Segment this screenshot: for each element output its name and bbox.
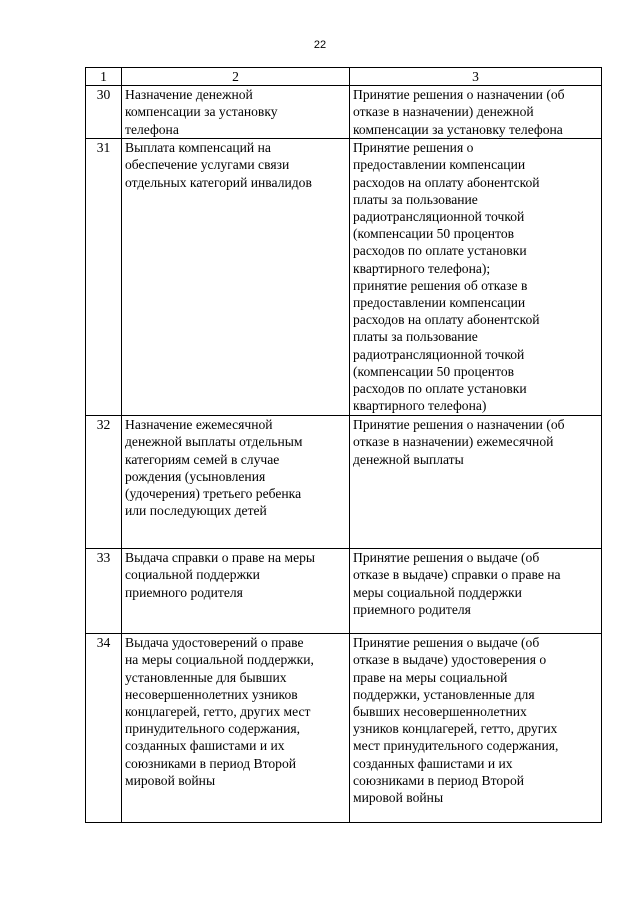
text-line: Принятие решения о выдаче (об: [353, 550, 540, 566]
service-result-cell: [350, 139, 602, 416]
header-cell-2: 2: [122, 68, 350, 86]
text-line: на меры социальной поддержки,: [125, 652, 314, 668]
row-number: 31: [86, 139, 122, 416]
text-line: праве на меры социальной: [353, 669, 508, 685]
text-line: Выдача справки о праве на меры: [125, 550, 316, 566]
row-number: 34: [86, 634, 122, 823]
text-line: или последующих детей: [125, 503, 267, 519]
text-line: телефона: [125, 121, 179, 137]
text-line: узников концлагерей, гетто, других: [353, 721, 558, 737]
text-line: квартирного телефона): [353, 398, 487, 414]
service-name-cell: [122, 416, 350, 549]
service-result-cell: [350, 416, 602, 549]
row-number: 30: [86, 86, 122, 139]
table-row: [86, 416, 602, 549]
table-header-row: [86, 68, 602, 86]
header-cell-3: 3: [350, 68, 602, 86]
text-line: денежной выплаты: [353, 451, 464, 467]
table-row: [86, 86, 602, 139]
text-line: отказе в выдаче) удостоверения о: [353, 652, 547, 668]
text-line: Назначение денежной: [125, 87, 253, 103]
text-line: (компенсации 50 процентов: [353, 226, 515, 242]
text-line: предоставлении компенсации: [353, 157, 526, 173]
row-number: 32: [86, 416, 122, 549]
text-line: мировой войны: [125, 772, 216, 788]
service-result-cell: [350, 86, 602, 139]
text-line: расходов по оплате установки: [353, 381, 527, 397]
text-line: созданных фашистами и их: [353, 755, 513, 771]
text-line: компенсации за установку телефона: [353, 121, 563, 137]
text-line: созданных фашистами и их: [125, 738, 285, 754]
text-line: Назначение ежемесячной: [125, 417, 273, 433]
table-row: [86, 549, 602, 634]
text-line: денежной выплаты отдельным: [125, 434, 303, 450]
text-line: Выплата компенсаций на: [125, 140, 271, 156]
text-line: радиотрансляционной точкой: [353, 209, 525, 225]
service-name-cell: [122, 634, 350, 823]
text-line: предоставлении компенсации: [353, 295, 526, 311]
text-line: отказе в назначении) денежной: [353, 104, 534, 120]
service-name-cell: [122, 86, 350, 139]
text-line: компенсации за установку: [125, 104, 278, 120]
text-line: союзниками в период Второй: [353, 772, 525, 788]
text-line: Принятие решения о: [353, 140, 474, 156]
text-line: платы за пользование: [353, 191, 478, 207]
text-line: Принятие решения о назначении (об: [353, 87, 565, 103]
text-line: радиотрансляционной точкой: [353, 346, 525, 362]
text-line: расходов на оплату абонентской: [353, 174, 540, 190]
text-line: меры социальной поддержки: [353, 584, 522, 600]
text-line: концлагерей, гетто, других мест: [125, 704, 311, 720]
text-line: квартирного телефона);: [353, 260, 491, 276]
text-line: (удочерения) третьего ребенка: [125, 486, 302, 502]
text-line: расходов на оплату абонентской: [353, 312, 540, 328]
text-line: отдельных категорий инвалидов: [125, 174, 312, 190]
text-line: принудительного содержания,: [125, 721, 301, 737]
service-result-cell: [350, 549, 602, 634]
text-line: Выдача удостоверений о праве: [125, 635, 304, 651]
text-line: Принятие решения о назначении (об: [353, 417, 565, 433]
services-table: [85, 67, 602, 823]
header-cell-1: 1: [86, 68, 122, 86]
text-line: бывших несовершеннолетних: [353, 704, 527, 720]
text-line: отказе в выдаче) справки о праве на: [353, 567, 561, 583]
text-line: союзниками в период Второй: [125, 755, 297, 771]
page-number: 22: [313, 39, 327, 51]
text-line: рождения (усыновления: [125, 468, 266, 484]
text-line: мировой войны: [353, 790, 444, 806]
text-line: социальной поддержки: [125, 567, 260, 583]
text-line: несовершеннолетних узников: [125, 686, 298, 702]
text-line: приемного родителя: [125, 584, 243, 600]
table-row: [86, 634, 602, 823]
text-line: платы за пользование: [353, 329, 478, 345]
text-line: приемного родителя: [353, 601, 471, 617]
text-line: мест принудительного содержания,: [353, 738, 559, 754]
text-line: поддержки, установленные для: [353, 686, 535, 702]
text-line: установленные для бывших: [125, 669, 287, 685]
service-name-cell: [122, 549, 350, 634]
text-line: Принятие решения о выдаче (об: [353, 635, 540, 651]
text-line: принятие решения об отказе в: [353, 277, 528, 293]
table-row: [86, 139, 602, 416]
text-line: (компенсации 50 процентов: [353, 363, 515, 379]
service-result-cell: [350, 634, 602, 823]
text-line: категориям семей в случае: [125, 451, 280, 467]
service-name-cell: [122, 139, 350, 416]
text-line: расходов по оплате установки: [353, 243, 527, 259]
text-line: отказе в назначении) ежемесячной: [353, 434, 554, 450]
text-line: обеспечение услугами связи: [125, 157, 290, 173]
row-number: 33: [86, 549, 122, 634]
